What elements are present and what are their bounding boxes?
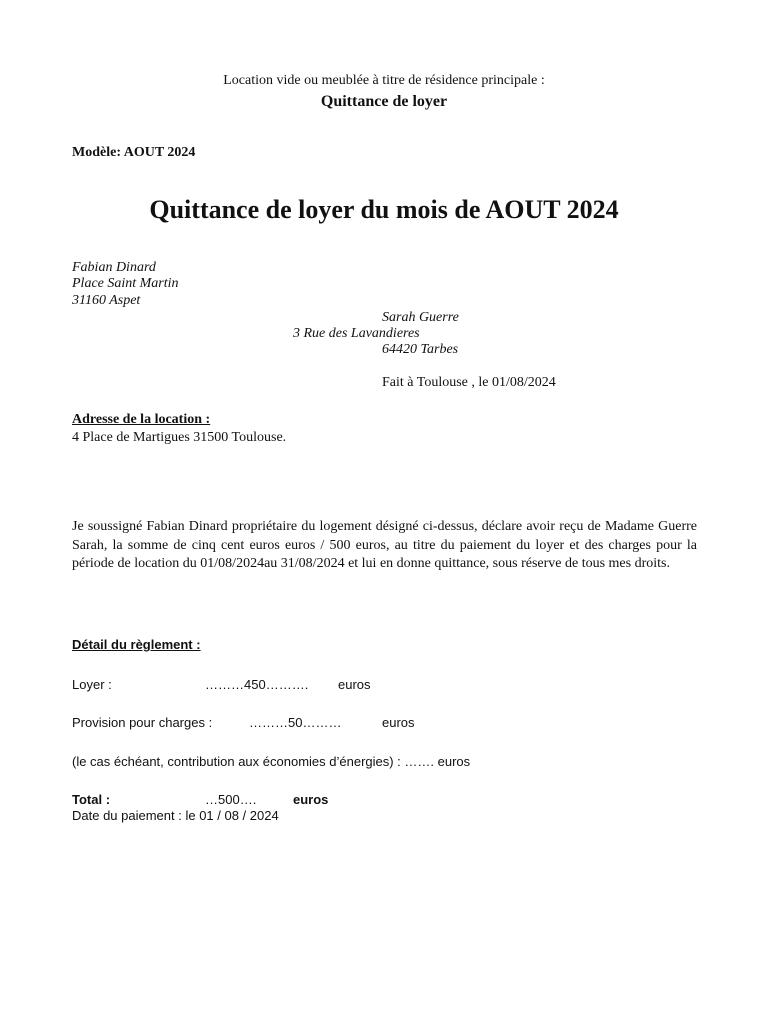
landlord-street: Place Saint Martin xyxy=(72,276,179,291)
document-subtitle: Location vide ou meublée à titre de résidence principale : xyxy=(223,73,545,88)
landlord-city: 31160 Aspet xyxy=(72,293,141,308)
rent-amount: ………450………. xyxy=(205,677,309,692)
place-and-date: Fait à Toulouse , le 01/08/2024 xyxy=(382,375,556,390)
charges-currency: euros xyxy=(382,715,415,730)
total-currency: euros xyxy=(293,792,329,807)
total-amount: …500…. xyxy=(205,792,257,807)
document-title: Quittance de loyer xyxy=(320,93,448,110)
tenant-city: 64420 Tarbes xyxy=(382,342,459,357)
payment-date: Date du paiement : le 01 / 08 / 2024 xyxy=(72,808,279,823)
tenant-name: Sarah Guerre xyxy=(382,310,459,325)
receipt-heading: Quittance de loyer du mois de AOUT 2024 xyxy=(149,195,619,224)
rent-currency: euros xyxy=(338,677,371,692)
charges-label: Provision pour charges : xyxy=(72,715,213,730)
tenant-street: 3 Rue des Lavandieres xyxy=(293,326,420,341)
rent-label: Loyer : xyxy=(72,677,112,692)
model-label: Modèle: AOUT 2024 xyxy=(72,145,196,160)
total-label: Total : xyxy=(72,792,111,807)
landlord-name: Fabian Dinard xyxy=(72,260,156,275)
declaration-paragraph: Je soussigné Fabian Dinard propriétaire du logement désigné ci-dessus, déclare avoir reçu de Madame Guerre Sarah, la somme de cinq cent euros euros / 500 euros, au titre du paiement du loyer et des charges pour la période de location du 01/08/2024au 31/08/2024 et lui en donne quittance, sous réserve de tous mes droits. xyxy=(72,519,697,571)
energy-contribution-line: (le cas échéant, contribution aux économies d’énergies) : ……. euros xyxy=(72,754,471,769)
payment-details-label: Détail du règlement : xyxy=(72,637,201,652)
rental-address-value: 4 Place de Martigues 31500 Toulouse. xyxy=(72,430,287,445)
rental-address-label: Adresse de la location : xyxy=(72,412,211,427)
charges-amount: ………50……… xyxy=(249,715,342,730)
